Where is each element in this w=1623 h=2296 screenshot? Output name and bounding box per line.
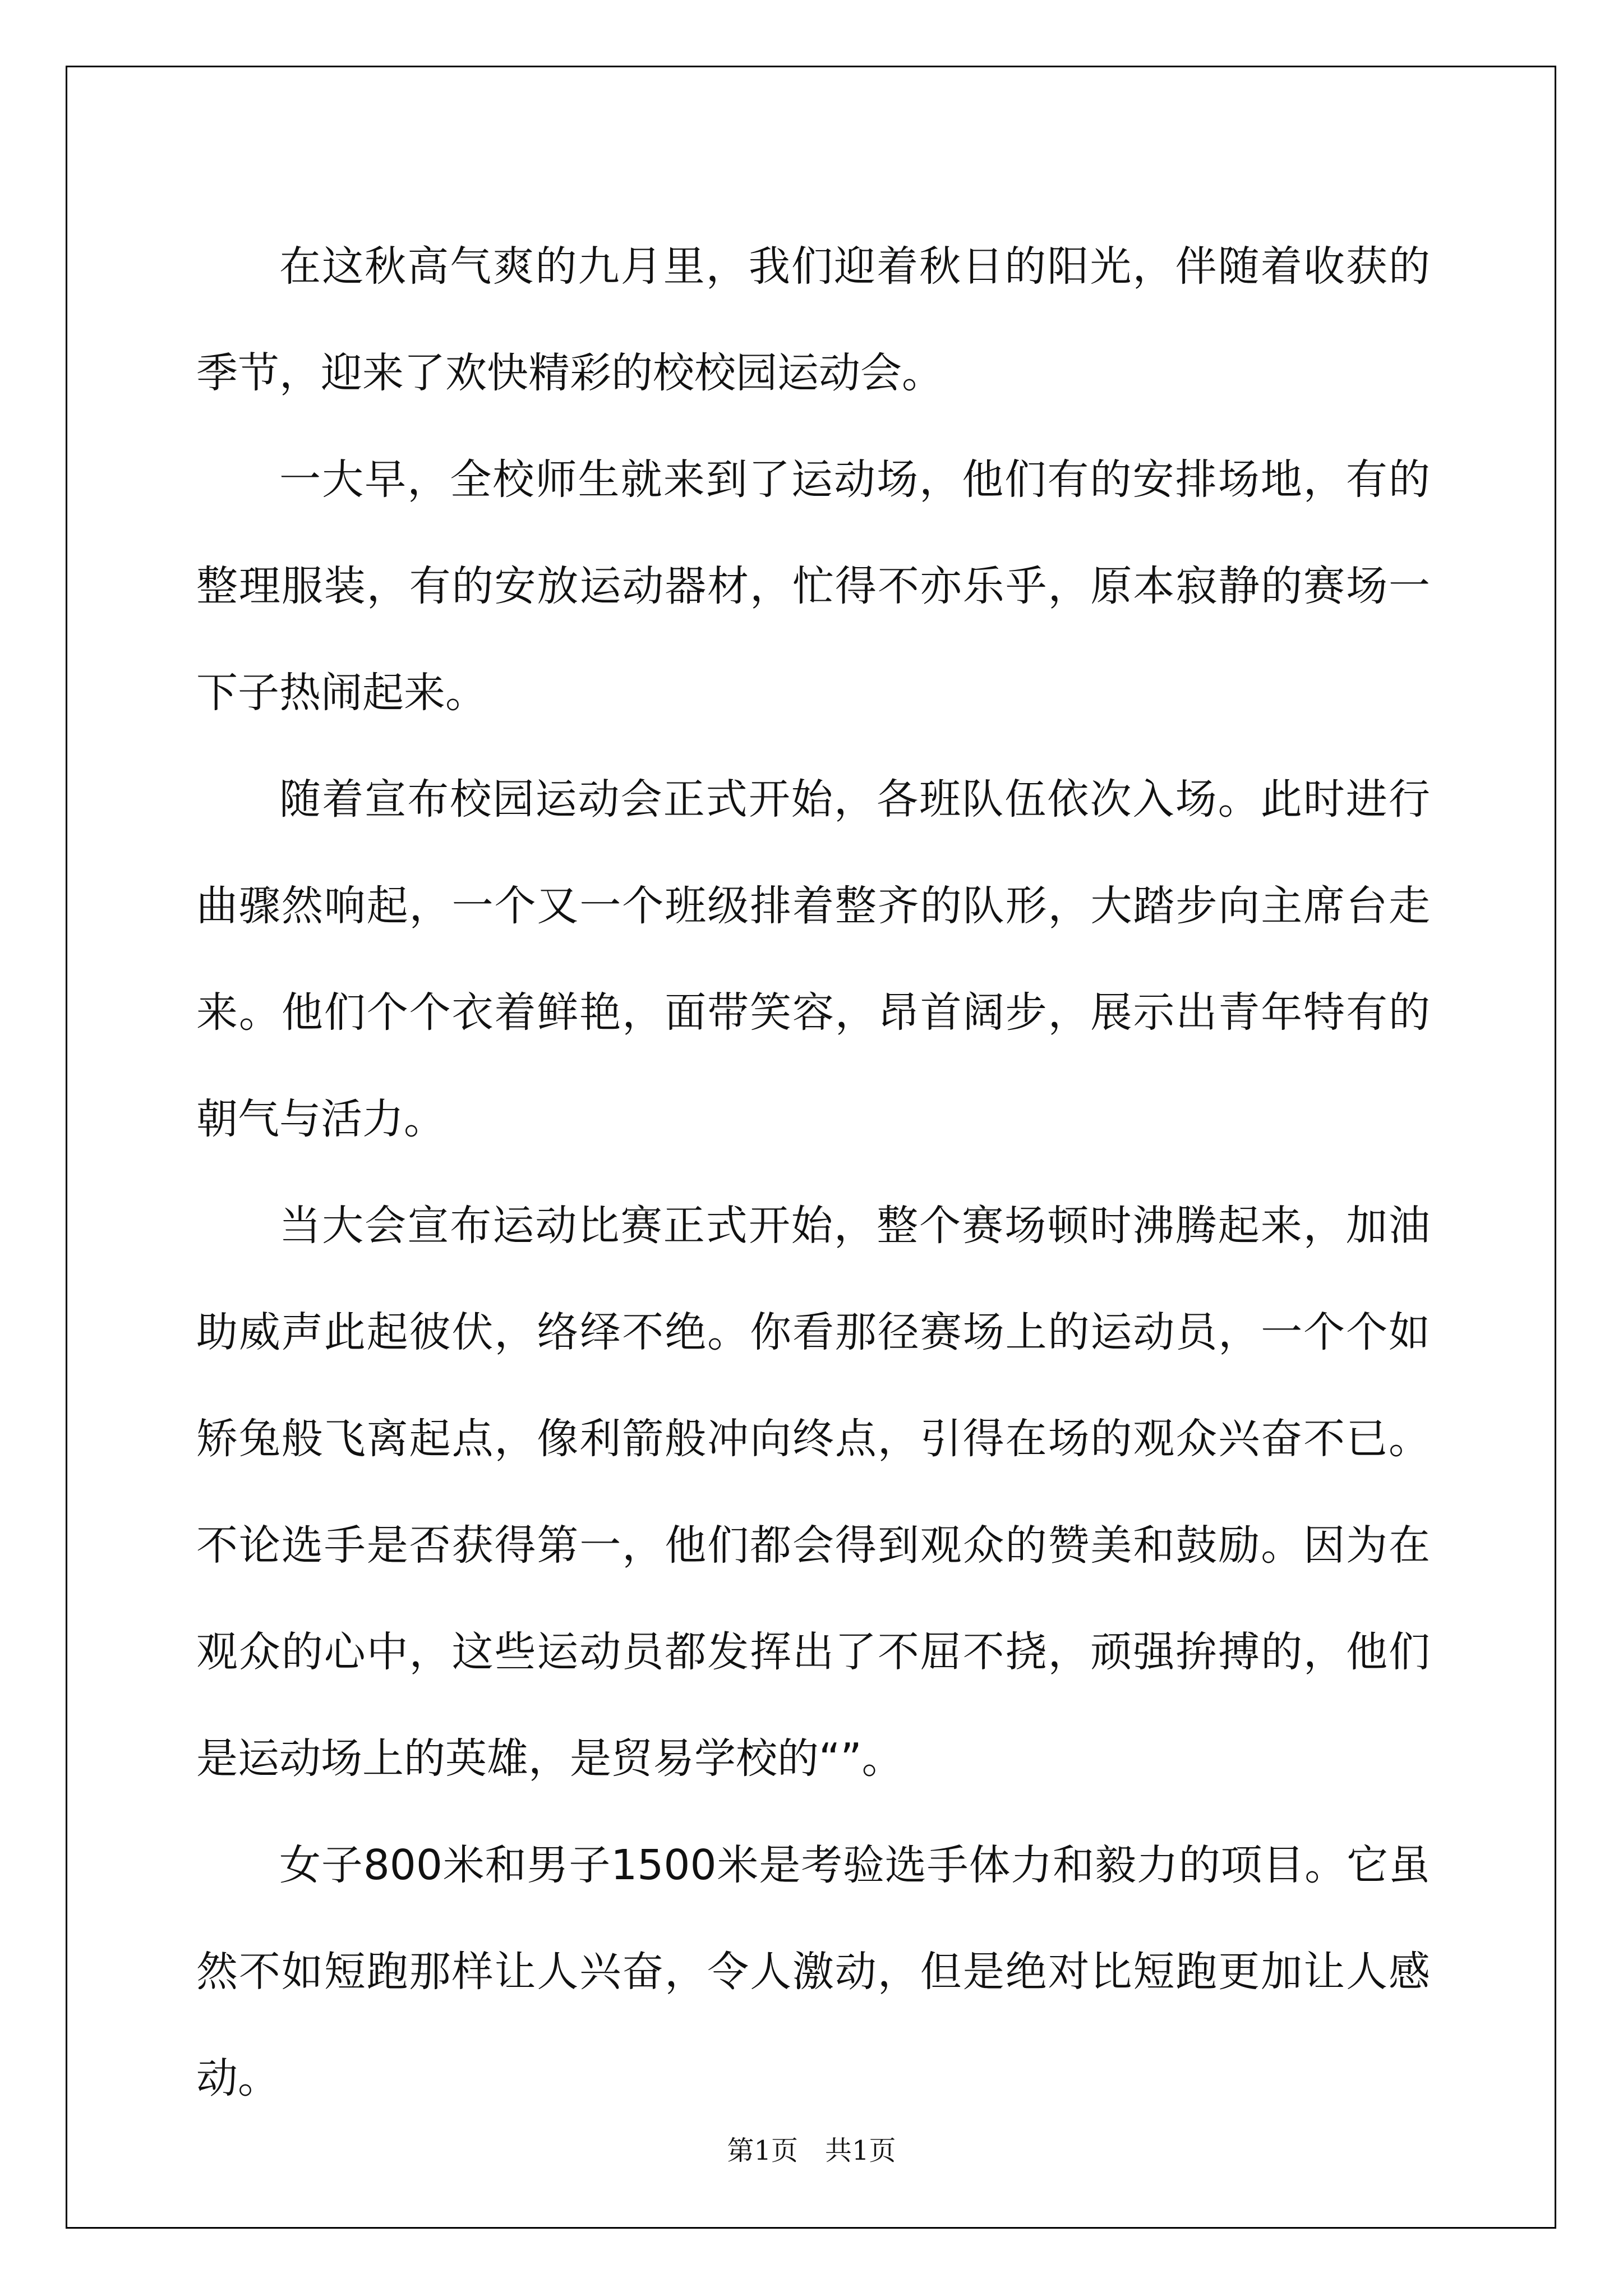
- paragraph-4: 当大会宣布运动比赛正式开始，整个赛场顿时沸腾起来，加油助威声此起彼伏，络绎不绝。你看那径赛场上的运动员，一个个如矫兔般飞离起点，像利箭般冲向终点，引得在场的观众兴奋不已。不论选手是否获得第一，他们都会得到观众的赞美和鼓励。因为在观众的心中，这些运动员都发挥出了不屈不挠，顽强拚搏的，他们是运动场上的英雄，是贸易学校的“”。: [196, 1202, 1430, 1783]
- paragraph-2: 一大早，全校师生就来到了运动场，他们有的安排场地，有的整理服装，有的安放运动器材，忙得不亦乐乎，原本寂静的赛场一下子热闹起来。: [196, 455, 1430, 717]
- paragraph-3: 随着宣布校园运动会正式开始，各班队伍依次入场。此时进行曲骤然响起，一个又一个班级排着整齐的队形，大踏步向主席台走来。他们个个衣着鲜艳，面带笑容，昂首阔步，展示出青年特有的朝气与活力。: [196, 775, 1430, 1143]
- document-body: [196, 213, 1430, 2132]
- paragraph-5: 女子800米和男子1500米是考验选手体力和毅力的项目。它虽然不如短跑那样让人兴奋，令人激动，但是绝对比短跑更加让人感动。: [196, 1841, 1430, 2102]
- paragraph-1: 在这秋高气爽的九月里，我们迎着秋日的阳光，伴随着收获的季节，迎来了欢快精彩的校校园运动会。: [196, 242, 1430, 397]
- page-number-footer: 第1页 共1页: [727, 2135, 896, 2166]
